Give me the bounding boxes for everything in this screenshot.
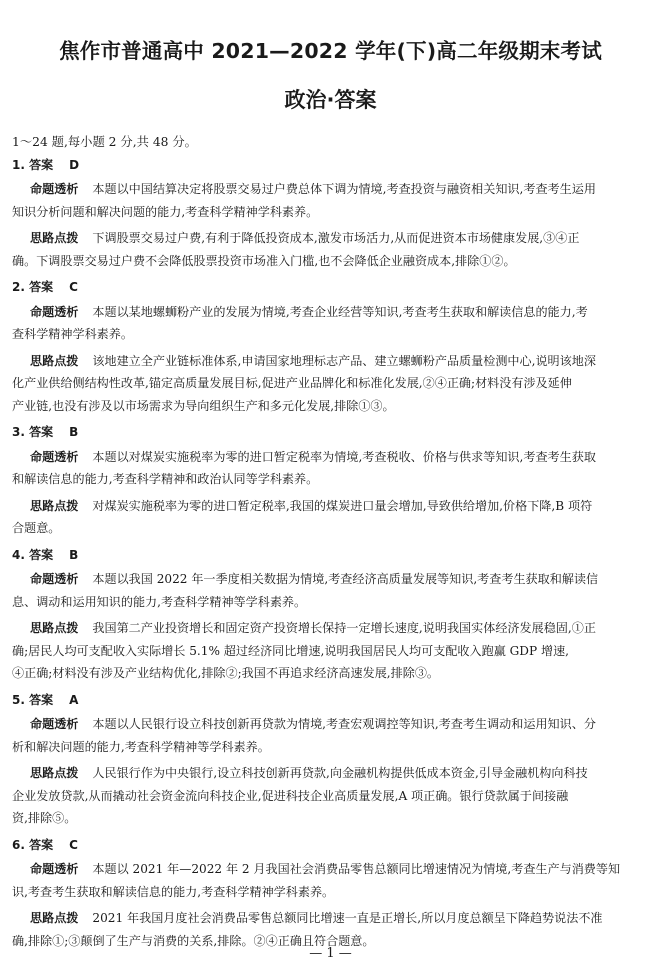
paragraph-text: 识,考查考生获取和解读信息的能力,考查科学精神学科素养。 [12,884,335,899]
paragraph-text: 企业发放贷款,从而撬动社会资金流向科技企业,促进科技企业高质量发展,A 项正确。银行贷款属于间接融 [12,788,569,803]
paragraph-line [12,736,652,759]
paragraph-text: 对煤炭实施税率为零的进口暂定税率,我国的煤炭进口量会增加,导致供给增加,价格下降,B 项符 [92,498,593,513]
question-answer-heading [12,544,652,567]
paragraph-line [12,395,652,418]
answer-choice: D [69,157,80,172]
paragraph-label: 思路点拨 [30,353,79,368]
paragraph-line [30,617,652,640]
paragraph-line [12,807,652,830]
question-number-label: 3. 答案 [12,425,54,439]
paragraph-text: 确,排除①;③颠倒了生产与消费的关系,排除。②④正确且符合题意。 [12,933,375,948]
paragraph-line [12,201,652,224]
analysis-paragraph [12,301,652,346]
paragraph-line [12,591,652,614]
paragraph-text: 人民银行作为中央银行,设立科技创新再贷款,向金融机构提供低成本资金,引导金融机构向科技 [92,766,588,780]
paragraph-line [30,350,652,373]
paragraph-label: 命题透析 [30,572,79,586]
solution-paragraph [12,495,652,540]
paragraph-line [30,713,652,736]
paragraph-label: 命题透析 [30,862,79,876]
paragraph-text: 本题以某地螺蛳粉产业的发展为情境,考查企业经营等知识,考查考生获取和解读信息的能力,考 [92,304,588,319]
paragraph-text: 和解读信息的能力,考查科学精神和政治认同等学科素养。 [12,472,319,486]
analysis-paragraph [12,178,652,223]
answer-content [12,131,652,956]
paragraph-label: 思路点拨 [30,498,79,513]
paragraph-text: 我国第二产业投资增长和固定资产投资增长保持一定增长速度,说明我国实体经济发展稳固,①正 [92,621,596,635]
question-number-label: 5. 答案 [12,692,54,707]
paragraph-line [30,178,652,201]
paragraph-line [30,495,652,518]
paragraph-text: 本题以对煤炭实施税率为零的进口暂定税率为情境,考查税收、价格与供求等知识,考查考生获取 [92,449,596,464]
paragraph-label: 命题透析 [30,717,79,731]
analysis-paragraph [12,446,652,491]
intro-text: 1～24 题,每小题 2 分,共 48 分。 [12,135,197,149]
answer-choice: C [69,837,78,852]
paragraph-line [30,858,652,881]
paragraph-line [30,446,652,469]
paragraph-text: 确;居民人均可支配收入实际增长 5.1% 超过经济同比增速,说明我国居民人均可支配收入跑赢 GDP 增速, [12,643,570,658]
paragraph-label: 命题透析 [30,449,79,464]
paragraph-line [12,662,652,685]
paragraph-label: 思路点拨 [30,231,79,245]
question-item [12,544,652,685]
paragraph-line [30,568,652,591]
solution-paragraph [12,617,652,685]
solution-paragraph [12,350,652,418]
paragraph-text: ④正确;材料没有涉及产业结构优化,排除②;我国不再追求经济高速发展,排除③。 [12,666,440,680]
paragraph-text: 析和解决问题的能力,考查科学精神等学科素养。 [12,739,270,754]
paragraph-text: 化产业供给侧结构性改革,锚定高质量发展目标,促进产业品牌化和标准化发展,②④正确;材料没有涉及延伸 [12,376,572,390]
paragraph-line [12,468,652,491]
paragraph-line [12,785,652,808]
paragraph-line [12,250,652,273]
analysis-paragraph [12,713,652,758]
paragraph-line [30,301,652,324]
paragraph-text: 该地建立全产业链标准体系,申请国家地理标志产品、建立螺蛳粉产品质量检测中心,说明该地深 [92,353,596,368]
paragraph-text: 确。下调股票交易过户费不会降低股票投资市场准入门槛,也不会降低企业融资成本,排除①②。 [12,253,516,268]
paragraph-label: 命题透析 [30,182,79,196]
question-item [12,834,652,953]
answer-choice: A [69,692,79,707]
paragraph-text: 合题意。 [12,521,61,535]
paragraph-line [12,881,652,904]
question-number-label: 6. 答案 [12,837,54,852]
question-item [12,154,652,273]
solution-paragraph [12,227,652,272]
paragraph-text: 资,排除⑤。 [12,811,77,825]
solution-paragraph [12,762,652,830]
paragraph-text: 本题以人民银行设立科技创新再贷款为情境,考查宏观调控等知识,考查考生调动和运用知识、分 [92,717,596,731]
question-number-label: 2. 答案 [12,280,54,294]
paragraph-text: 下调股票交易过户费,有利于降低投资成本,激发市场活力,从而促进资本市场健康发展,③④正 [92,231,580,245]
paragraph-text: 产业链,也没有涉及以市场需求为导向组织生产和多元化发展,排除①③。 [12,398,395,413]
question-answer-heading [12,689,652,712]
paragraph-text: 查科学精神学科素养。 [12,327,133,341]
page-subtitle: 政治·答案 [284,88,377,112]
question-answer-heading [12,421,652,444]
analysis-paragraph [12,568,652,613]
question-number-label: 1. 答案 [12,157,54,172]
paragraph-text: 息、调动和运用知识的能力,考查科学精神等学科素养。 [12,594,307,609]
question-number-label: 4. 答案 [12,547,54,562]
paragraph-label: 命题透析 [30,304,79,319]
answer-choice: B [69,547,79,562]
paragraph-text: 本题以我国 2022 年一季度相关数据为情境,考查经济高质量发展等知识,考查考生获取和解读信 [92,572,599,586]
page-title: 焦作市普通高中 2021—2022 学年(下)高二年级期末考试 [59,39,602,63]
paragraph-text: 本题以中国结算决定将股票交易过户费总体下调为情境,考查投资与融资相关知识,考查考生运用 [92,182,596,196]
paragraph-line [12,640,652,663]
question-answer-heading [12,154,652,177]
paragraph-line [30,227,652,250]
answer-choice: B [69,425,79,439]
question-item [12,276,652,417]
paragraph-text: 本题以 2021 年—2022 年 2 月我国社会消费品零售总额同比增速情况为情境,考查生产与消费等知 [92,862,621,876]
paragraph-line [30,762,652,785]
question-answer-heading [12,834,652,857]
question-item [12,689,652,830]
answer-choice: C [69,280,78,294]
paragraph-line [12,323,652,346]
paragraph-line [30,907,652,930]
paragraph-label: 思路点拨 [30,911,79,925]
paragraph-text: 2021 年我国月度社会消费品零售总额同比增速一直是正增长,所以月度总额呈下降趋势说法不准 [92,911,603,925]
paragraph-text: 知识分析问题和解决问题的能力,考查科学精神学科素养。 [12,204,319,219]
question-list [12,154,652,953]
page-number: — 1 — [309,946,352,961]
paragraph-line [12,372,652,395]
paragraph-line [12,517,652,540]
paragraph-label: 思路点拨 [30,621,79,635]
question-answer-heading [12,276,652,299]
question-item [12,421,652,540]
analysis-paragraph [12,858,652,903]
paragraph-label: 思路点拨 [30,766,79,780]
